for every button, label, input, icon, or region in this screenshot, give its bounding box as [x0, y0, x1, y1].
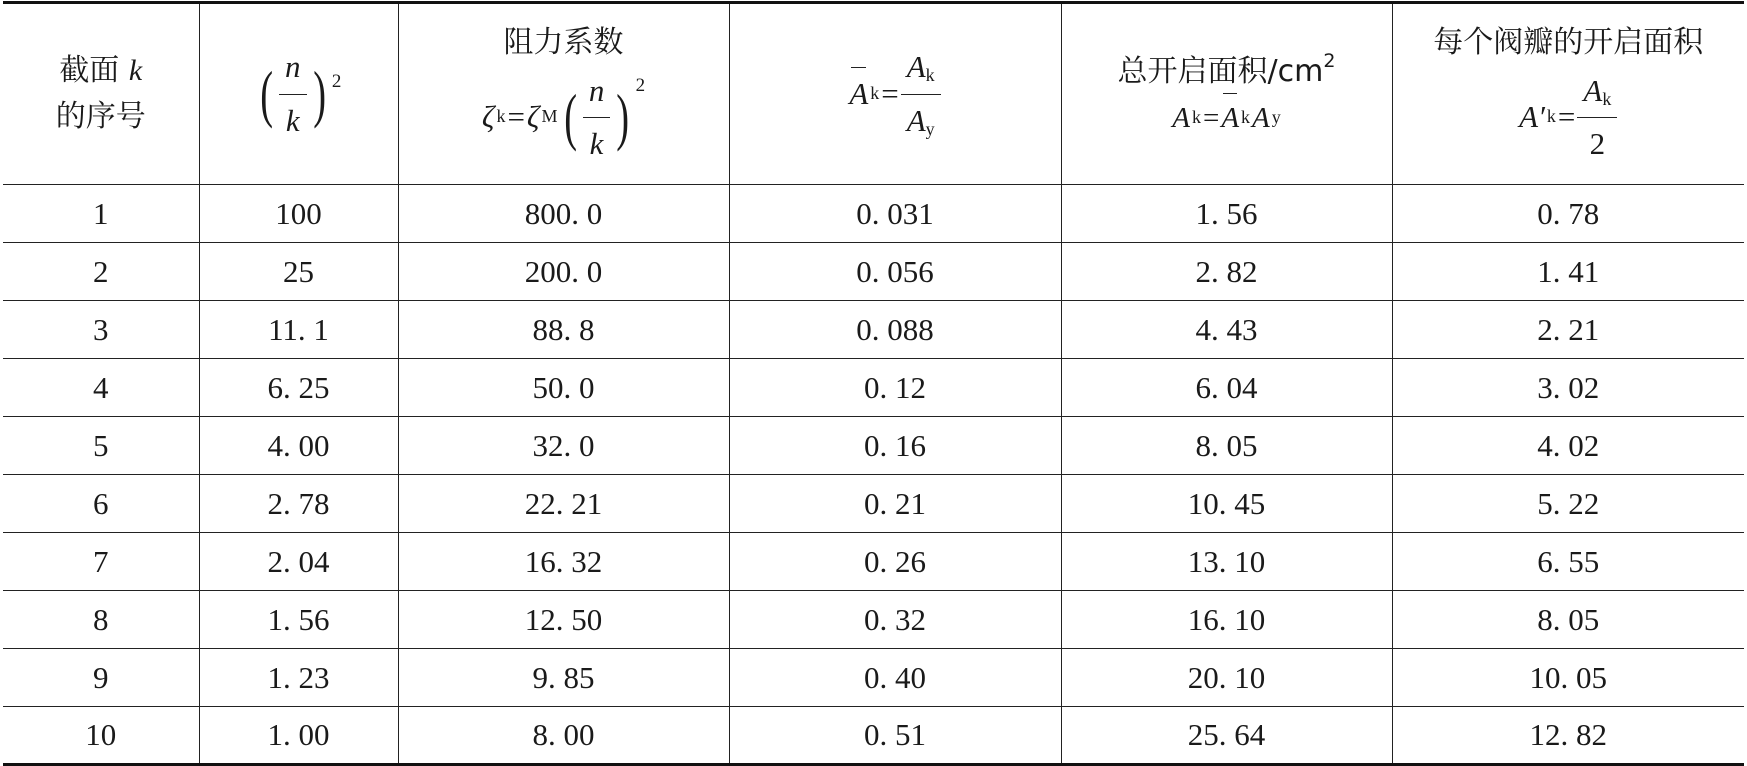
- table-cell: 0. 056: [729, 243, 1061, 301]
- table-cell: 13. 10: [1061, 533, 1392, 591]
- table-cell: 1. 41: [1392, 243, 1744, 301]
- table-cell: 6. 04: [1061, 359, 1392, 417]
- table-cell: 0. 78: [1392, 185, 1744, 243]
- table-cell: 10. 05: [1392, 649, 1744, 707]
- table-cell: 9. 85: [398, 649, 729, 707]
- table-cell: 9: [3, 649, 199, 707]
- table-cell: 7: [3, 533, 199, 591]
- table-cell: 2. 78: [199, 475, 398, 533]
- table-cell: 1. 56: [199, 591, 398, 649]
- table-cell: 25: [199, 243, 398, 301]
- table-row: [3, 301, 1744, 359]
- table-cell: 11. 1: [199, 301, 398, 359]
- table-cell: 6. 55: [1392, 533, 1744, 591]
- table-cell: 20. 10: [1061, 649, 1392, 707]
- table-cell: 0. 21: [729, 475, 1061, 533]
- table-cell: 6. 25: [199, 359, 398, 417]
- table-cell: 0. 32: [729, 591, 1061, 649]
- header-total-open-area: 总开启面积$/cm^2$ A k = A k A y: [1061, 3, 1392, 185]
- table-cell: 3: [3, 301, 199, 359]
- header-section-number: 截面 k 的序号: [3, 3, 199, 185]
- table-cell: 6: [3, 475, 199, 533]
- table-cell: 10. 45: [1061, 475, 1392, 533]
- table-cell: 2. 04: [199, 533, 398, 591]
- table-cell: 16. 10: [1061, 591, 1392, 649]
- table-row: [3, 649, 1744, 707]
- header-row: [3, 3, 1744, 185]
- table-cell: 3. 02: [1392, 359, 1744, 417]
- table-cell: 10: [3, 707, 199, 765]
- table-cell: 0. 16: [729, 417, 1061, 475]
- table-row: [3, 417, 1744, 475]
- table-cell: 1. 56: [1061, 185, 1392, 243]
- table-cell: 4. 00: [199, 417, 398, 475]
- table-cell: 12. 82: [1392, 707, 1744, 765]
- table-cell: 5. 22: [1392, 475, 1744, 533]
- table-cell: 25. 64: [1061, 707, 1392, 765]
- table-cell: 4. 02: [1392, 417, 1744, 475]
- table-cell: 0. 26: [729, 533, 1061, 591]
- table-cell: 50. 0: [398, 359, 729, 417]
- table-cell: 4: [3, 359, 199, 417]
- header-resistance-coefficient: 阻力系数 ζ k = ζ M ( $\frac{n}{k}$ ) 2: [398, 3, 729, 185]
- table-cell: 100: [199, 185, 398, 243]
- table-cell: 8. 05: [1392, 591, 1744, 649]
- table-cell: 1: [3, 185, 199, 243]
- table-row: [3, 185, 1744, 243]
- table-cell: 1. 00: [199, 707, 398, 765]
- table-cell: 8: [3, 591, 199, 649]
- table-cell: 22. 21: [398, 475, 729, 533]
- table-cell: 1. 23: [199, 649, 398, 707]
- table-cell: 2. 21: [1392, 301, 1744, 359]
- header-relative-area: A k = $\frac{A_k}{A_y}$: [729, 3, 1061, 185]
- table-cell: 88. 8: [398, 301, 729, 359]
- table-cell: 4. 43: [1061, 301, 1392, 359]
- table-row: [3, 533, 1744, 591]
- table-cell: 0. 51: [729, 707, 1061, 765]
- table-cell: 12. 50: [398, 591, 729, 649]
- table-cell: 2. 82: [1061, 243, 1392, 301]
- header-per-valve-open-area: 每个阀瓣的开启面积 A′ k = $\frac{A_k}{2}$: [1392, 3, 1744, 185]
- table-cell: 200. 0: [398, 243, 729, 301]
- table-cell: 16. 32: [398, 533, 729, 591]
- table-cell: 0. 40: [729, 649, 1061, 707]
- table-cell: 32. 0: [398, 417, 729, 475]
- table-cell: 0. 088: [729, 301, 1061, 359]
- table-row: [3, 475, 1744, 533]
- table-cell: 8. 00: [398, 707, 729, 765]
- table-row: [3, 359, 1744, 417]
- table-cell: 2: [3, 243, 199, 301]
- data-table: [3, 1, 1744, 766]
- table-row: [3, 707, 1744, 765]
- header-ratio-squared: ( $\frac{n}{k}$ ) 2: [199, 3, 398, 185]
- table-cell: 800. 0: [398, 185, 729, 243]
- table-row: [3, 591, 1744, 649]
- table-row: [3, 243, 1744, 301]
- table-cell: 0. 12: [729, 359, 1061, 417]
- table-cell: 5: [3, 417, 199, 475]
- table-cell: 8. 05: [1061, 417, 1392, 475]
- table-cell: 0. 031: [729, 185, 1061, 243]
